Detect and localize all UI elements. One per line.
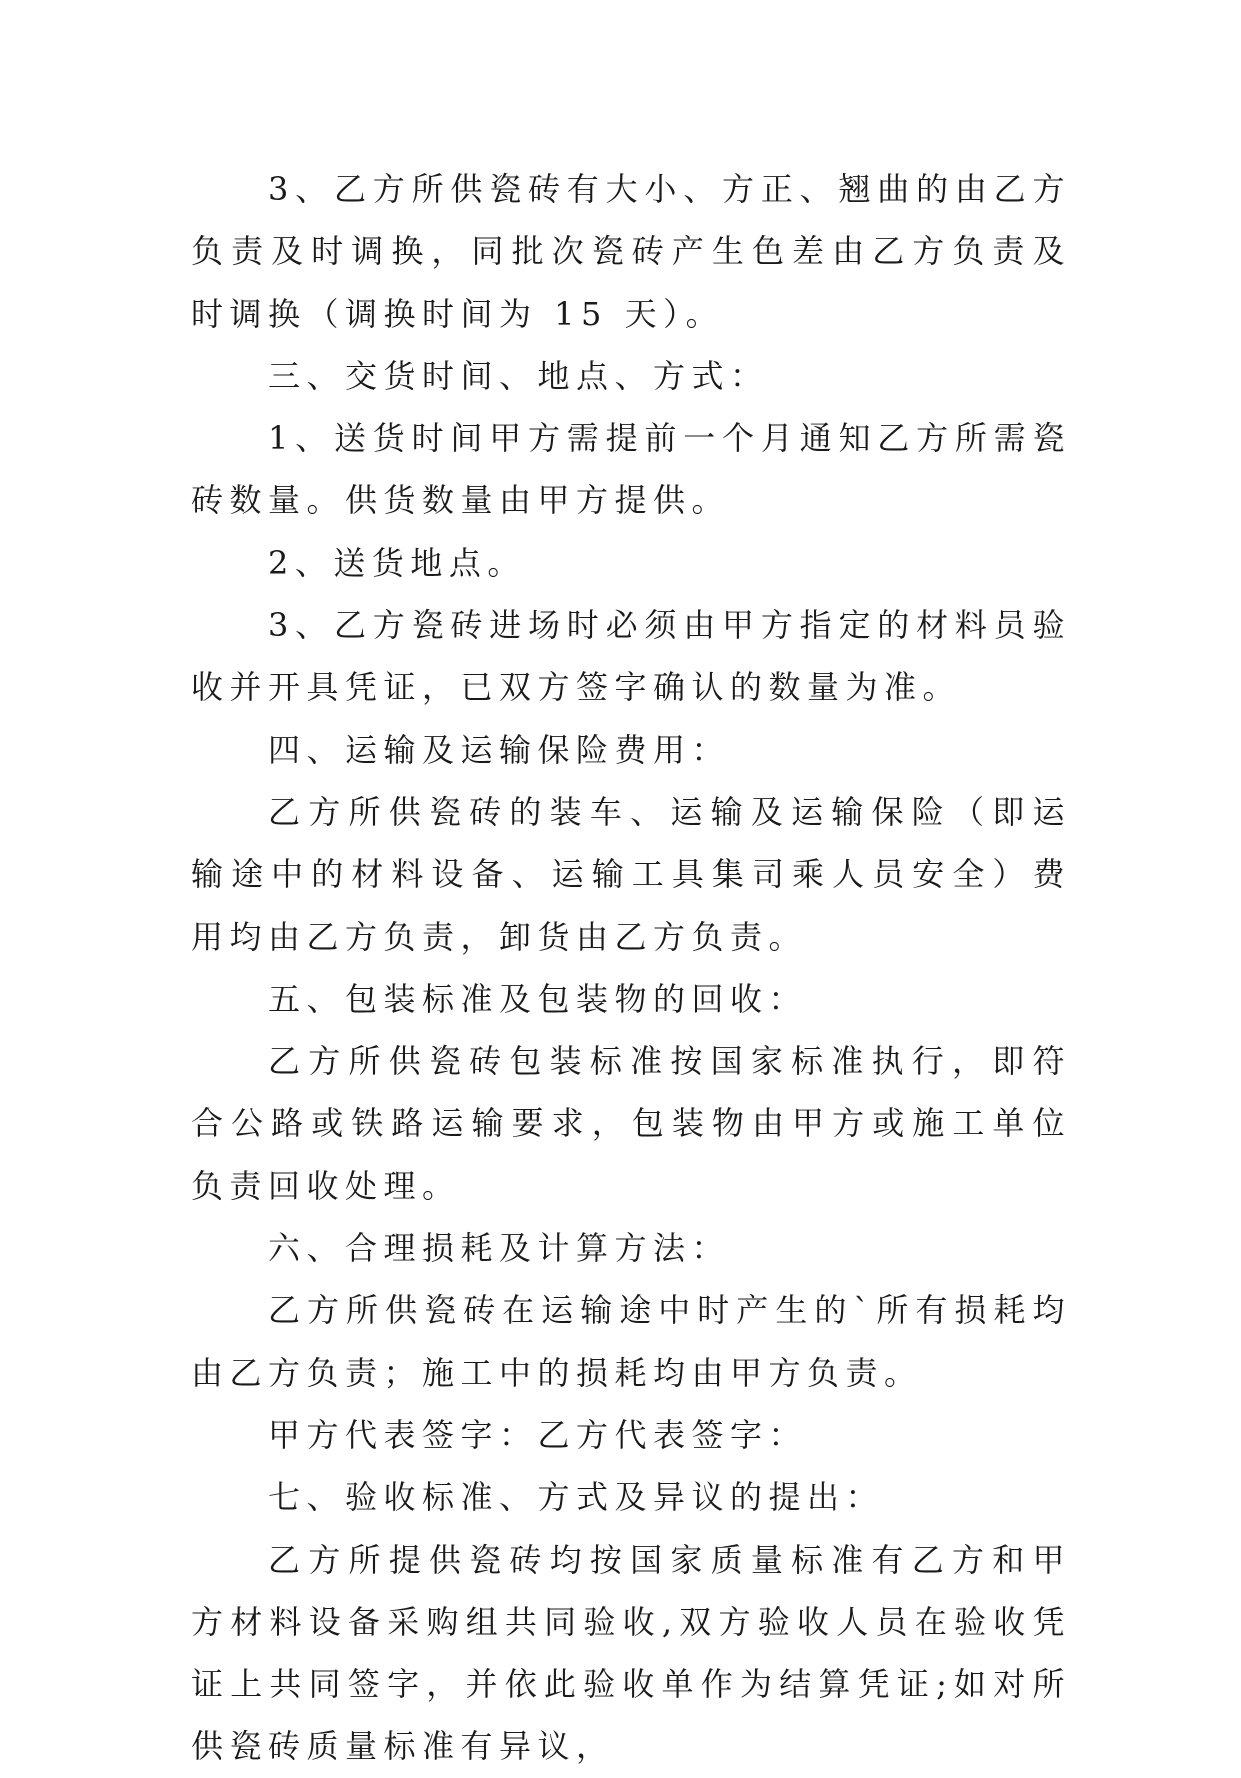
paragraph-transport: 乙方所供瓷砖的装车、运输及运输保险（即运输途中的材料设备、运输工具集司乘人员安全）费用均由乙方负责，卸货由乙方负责。 <box>191 792 1071 956</box>
paragraph-delivery-time: 1、送货时间甲方需提前一个月通知乙方所需瓷砖数量。供货数量由甲方提供。 <box>191 419 1071 520</box>
paragraph-delivery-place: 2、送货地点。 <box>268 543 526 582</box>
signature-line: 甲方代表签字：乙方代表签字： <box>268 1415 808 1454</box>
heading-delivery: 三、交货时间、地点、方式： <box>268 356 769 395</box>
heading-loss: 六、合理损耗及计算方法： <box>268 1229 731 1268</box>
paragraph-replacement-clause: 3、乙方所供瓷砖有大小、方正、翘曲的由乙方负责及时调换，同批次瓷砖产生色差由乙方负责及时调换（调换时间为 15 天）。 <box>191 170 1071 333</box>
heading-packaging: 五、包装标准及包装物的回收： <box>268 979 808 1018</box>
heading-acceptance: 七、验收标准、方式及异议的提出： <box>268 1478 885 1517</box>
paragraph-acceptance: 乙方所提供瓷砖均按国家质量标准有乙方和甲方材料设备采购组共同验收,双方验收人员在验收凭证上共同签字，并依此验收单作为结算凭证;如对所供瓷砖质量标准有异议， <box>191 1540 1071 1766</box>
paragraph-packaging: 乙方所供瓷砖包装标准按国家标准执行，即符合公路或铁路运输要求，包装物由甲方或施工单位负责回收处理。 <box>191 1042 1071 1205</box>
paragraph-loss: 乙方所供瓷砖在运输途中时产生的`所有损耗均由乙方负责；施工中的损耗均由甲方负责。 <box>191 1291 1071 1392</box>
document-body <box>191 158 1071 1778</box>
paragraph-acceptance-on-site: 3、乙方瓷砖进场时必须由甲方指定的材料员验收并开具凭证，已双方签字确认的数量为准。 <box>191 606 1071 707</box>
heading-transport: 四、运输及运输保险费用： <box>268 730 731 769</box>
